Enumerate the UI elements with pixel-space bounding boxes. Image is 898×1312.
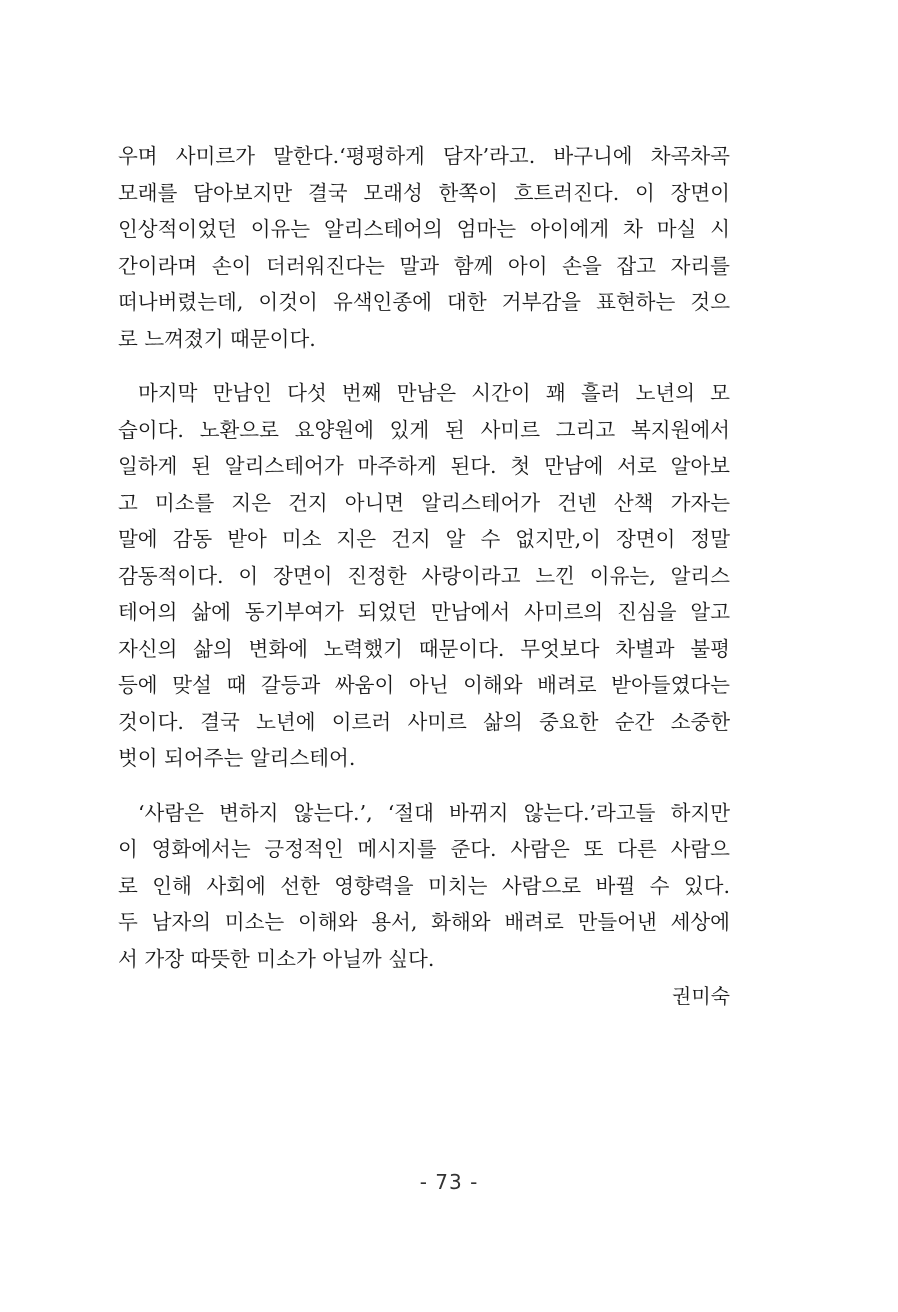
text-line: 자신의 삶의 변화에 노력했기 때문이다. 무엇보다 차별과 불평 (118, 636, 730, 661)
text-line: 로 느껴졌기 때문이다. (118, 326, 316, 351)
text-line: 말에 감동 받아 미소 지은 건지 알 수 없지만,이 장면이 정말 (118, 527, 730, 551)
text-line: 감동적이다. 이 장면이 진정한 사랑이라고 느낀 이유는, 알리스 (118, 563, 730, 588)
text-line: 일하게 된 알리스테어가 마주하게 된다. 첫 만남에 서로 알아보 (118, 454, 730, 478)
text-line: 테어의 삶에 동기부여가 되었던 만남에서 사미르의 진심을 알고 (118, 600, 730, 624)
text-line: ‘사람은 변하지 않는다.’, ‘절대 바뀌지 않는다.’라고들 하지만 (138, 800, 730, 825)
paragraph-2 (118, 375, 730, 777)
text-line: 벗이 되어주는 알리스테어. (118, 746, 356, 770)
text-line: 우며 사미르가 말한다.‘평평하게 담자’라고. 바구니에 차곡차곡 (118, 144, 730, 168)
text-line: 이 영화에서는 긍정적인 메시지를 준다. 사람은 또 다른 사람으 (118, 837, 730, 861)
text-line: 고 미소를 지은 건지 아니면 알리스테어가 건넨 산책 가자는 (118, 490, 730, 515)
text-line: 등에 맞설 때 갈등과 싸움이 아닌 이해와 배려로 받아들였다는 (118, 673, 730, 697)
text-line: 습이다. 노환으로 요양원에 있게 된 사미르 그리고 복지원에서 (118, 417, 730, 442)
text-line: 마지막 만남인 다섯 번째 만남은 시간이 꽤 흘러 노년의 모 (138, 381, 730, 405)
author-name: 권미숙 (672, 984, 730, 1008)
text-line: 인상적이었던 이유는 알리스테어의 엄마는 아이에게 차 마실 시 (118, 217, 730, 241)
text-line: 모래를 담아보지만 결국 모래성 한쪽이 흐트러진다. 이 장면이 (118, 180, 730, 205)
paragraph-3 (118, 795, 730, 978)
body-text (118, 138, 730, 995)
text-line: 로 인해 사회에 선한 영향력을 미치는 사람으로 바뀔 수 있다. (118, 873, 730, 898)
paragraph-1 (118, 138, 730, 357)
text-line: 떠나버렸는데, 이것이 유색인종에 대한 거부감을 표현하는 것으 (118, 290, 730, 314)
page-number: - 73 - (419, 1170, 479, 1194)
text-line: 서 가장 따뜻한 미소가 아닐까 싶다. (118, 946, 435, 971)
text-line: 것이다. 결국 노년에 이르러 사미르 삶의 중요한 순간 소중한 (118, 709, 730, 734)
text-line: 간이라며 손이 더러워진다는 말과 함께 아이 손을 잡고 자리를 (118, 253, 730, 278)
text-line: 두 남자의 미소는 이해와 용서, 화해와 배려로 만들어낸 세상에 (118, 910, 730, 934)
